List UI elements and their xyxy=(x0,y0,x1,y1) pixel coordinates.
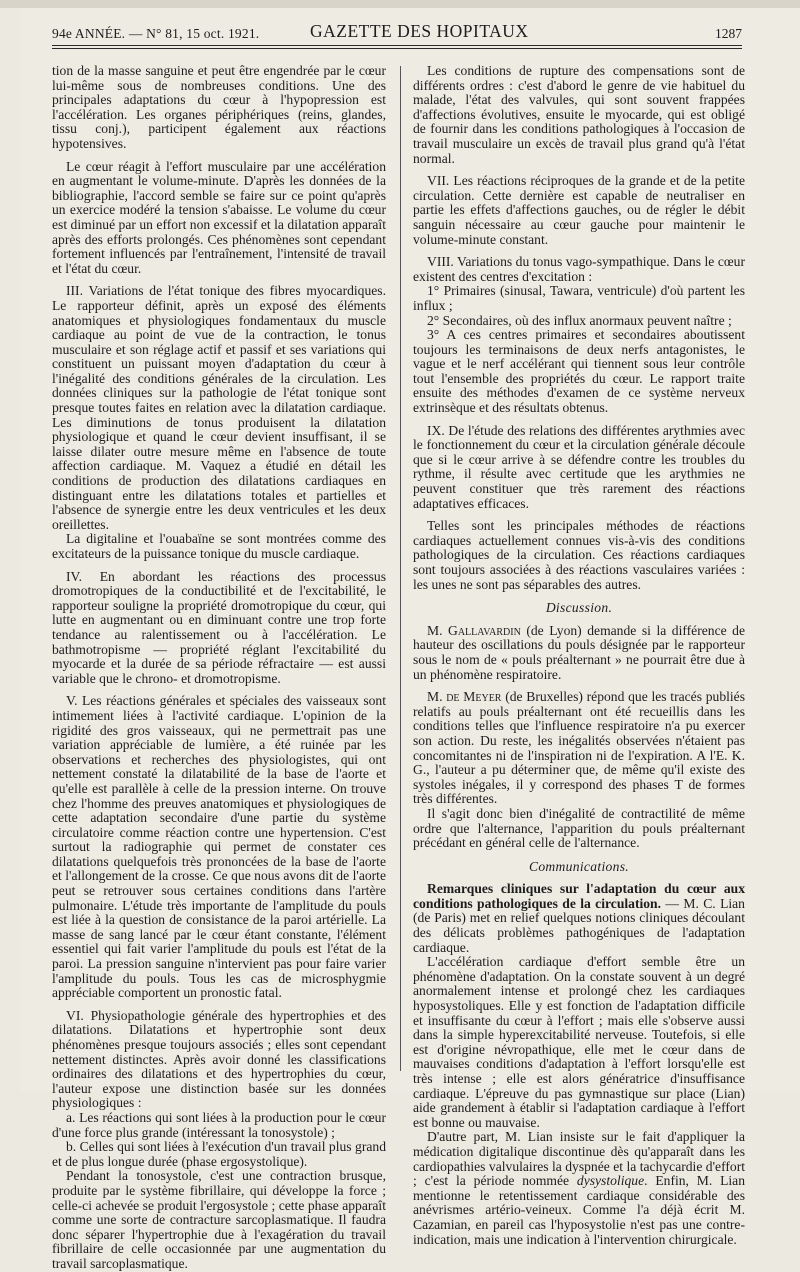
paragraph: III. Variations de l'état tonique des fibres myocardiques. Le rapporteur définit, après un exposé des éléments anatomiques et physiologiques fondamentaux du muscle cardiaque au point de vue de la contraction, le tonus musculaire et son réglage actif et passif et ses variations qui constituent un puissant moyen d'adaptation du cœur à l'inégalité des conditions générales de la circulation. Les données cliniques sur la pathologie de l'état tonique sont presque toutes faites en relation avec la dilatation cardiaque. Les diminutions de tonus produisent la dilatation physiologique et quand le cœur devient insuffisant, il se laisse dilater outre mesure même en l'absence de toute affection cardiaque. M. Vaquez a étudié en détail les conditions de production des dilatations cardiaques en distinguant entre les dilatations totales et partielles et l'absence de synergie entre les deux ventricules et les deux oreillettes. xyxy=(52,283,386,532)
paragraph: La digitaline et l'ouabaïne se sont montrées comme des excitateurs de la puissance tonique du muscle cardiaque. xyxy=(52,531,386,561)
header-rule-thin xyxy=(52,48,742,49)
right-column xyxy=(413,64,745,1247)
paragraph: V. Les réactions générales et spéciales des vaisseaux sont intimement liées à l'activité cardiaque. L'opinion de la rigidité des gros vaisseaux, qui ne permettrait pas une variation appréciable de lumière, a été ruinée par les observations et recherches des physiologistes, qui ont nettement constaté la dilatabilité de la base de l'aorte et qu'elle est parallèle à celle de la pression interne. On trouve chez l'homme des preuves anatomiques et physiologiques de cette adaptation secondaire d'une partie du système circulatoire comme réaction contre une hypertension. C'est surtout la radiographie qui permet de constater ces dilatations quelquefois très prononcées de la base de l'aorte et l'allongement de la crosse. Ce que nous avons dit de l'aorte peut se retrouver sous certaines conditions dans l'artère pulmonaire. L'étude très importante de l'amplitude du pouls est liée à la question de consistance de la paroi artérielle. La masse de sang lancé par le cœur étant constante, l'élément essentiel qui fait varier l'amplitude du pouls est l'état de la paroi. La pression sanguine n'intervient pas pour faire varier l'amplitude du pouls. Tous les cas de microsphygmie appréciable comportent un pronostic fatal. xyxy=(52,693,386,1001)
paragraph xyxy=(413,1130,745,1247)
paragraph: Le cœur réagit à l'effort musculaire par une accélération en augmentant le volume-minute. D'après les données de la bibliographie, l'accord semble se faire sur ce point qu'après un exercice modéré la tension s'abaisse. Le volume du cœur est diminué par un effort non excessif et la dilatation apparaît après des efforts prolongés. Ces phénomènes sont cependant fortement influencés par l'entraînement, l'intensité de travail et l'état du cœur. xyxy=(52,158,386,276)
emphasis-term: dysystolique xyxy=(576,1173,645,1189)
paragraph: a. Les réactions qui sont liées à la production pour le cœur d'une force plus grande (intéressant la tonosystole) ; xyxy=(52,1109,386,1140)
paragraph: b. Celles qui sont liées à l'exécution d'un travail plus grand et de plus longue durée (phase ergosystolique). xyxy=(52,1139,386,1169)
author-name: — M. C. Lian xyxy=(661,895,745,911)
paragraph: Telles sont les principales méthodes de réactions cardiaques actuellement connues vis-à-vis des conditions pathologiques de la circulation. Ces réactions cardiaques sont toujours associées à des réactions vasculaires variées : les unes ne sont pas séparables des autres. xyxy=(413,518,745,592)
paragraph: VII. Les réactions réciproques de la grande et de la petite circulation. Cette dernière est capable de neutraliser en partie les effets d'affections gauches, ou de régler le débit sanguin nécessaire au cœur gauche pour maintenir le volume-minute constant. xyxy=(413,173,745,247)
top-edge xyxy=(0,0,800,8)
journal-title: GAZETTE DES HOPITAUX xyxy=(310,21,529,41)
paragraph: Les conditions de rupture des compensations sont de différents ordres : c'est d'abord le genre de vie habituel du malade, l'état des valvules, qui sont souvent frappées d'affections évolutives, ensuite le myocarde, qui est obligé de fournir dans les conditions pathologiques à l'occasion de travail musculaire un excès de travail plus grand qu'à l'état normal. xyxy=(413,63,745,166)
paragraph-text: (de Paris) met en relief quelques notions cliniques découlant des délicats problèmes pathogéniques de l'adaptation cardiaque. xyxy=(413,910,745,955)
paragraph xyxy=(413,624,745,682)
paragraph: Il s'agit donc bien d'inégalité de contractilité de même ordre que l'alternance, l'apparition du pouls préalternant précédant en général celle de l'alternance. xyxy=(413,805,745,851)
paragraph: tion de la masse sanguine et peut être engendrée par le cœur lui-même sous de nombreuses conditions. Une des principales adaptations du cœur à l'hypopression est l'accélération. Les organes périphériques (reins, glandes, tissu conj.), participent également aux réactions hypotensives. xyxy=(52,63,386,151)
paragraph: VIII. Variations du tonus vago-sympathique. Dans le cœur existent des centres d'excitation : xyxy=(413,254,745,284)
communication-title: Remarques cliniques sur l'adaptation du cœur aux conditions pathologiques de la circulation. xyxy=(413,881,745,911)
paragraph: L'accélération cardiaque d'effort semble être un phénomène d'adaptation. On la constate souvent à un degré anormalement intense et prolongé chez les cardiaques hyposystoliques. Elle y est fonction de l'adaptation difficile et insuffisante du cœur à l'effort ; mais elle s'observe aussi dans la simple hyperexcitabilité nerveuse. Toutefois, si elle est d'origine névropathique, elle met le cœur dans de mauvaises conditions d'adaptation à l'effort lorsqu'elle est très intense ; elle est alors génératrice d'insuffisance cardiaque. L'épreuve du pas gymnastique sur place (Lian) aide grandement à établir si l'adaptation cardiaque à l'effort est bonne ou mauvaise. xyxy=(413,954,745,1130)
list-item: 1° Primaires (sinusal, Tawara, ventricule) d'où partent les influx ; xyxy=(413,283,745,313)
column-divider xyxy=(400,66,401,1071)
page-number: 1287 xyxy=(715,26,742,41)
section-heading-discussion: Discussion. xyxy=(545,600,613,616)
paragraph: VI. Physiopathologie générale des hypertrophies et des dilatations. Dilatations et hypertrophie sont deux phénomènes presque toujours associés ; elles sont cependant nettement distinctes. Après avoir donné les classifications ordinaires des dilatations et des hypertrophies du cœur, l'auteur expose une distinction basée sur les données physiologiques : xyxy=(52,1007,386,1111)
speaker-name: M. de Meyer xyxy=(427,689,502,705)
list-item: 3° A ces centres primaires et secondaires aboutissent toujours les terminaisons de deux nerfs antagonistes, le vague et le nerf accélérant qui tiennent sous leur contrôle tout l'ensemble des propriétés du cœur. Le rapport traite ensuite des méthodes d'examen de ce système nerveux extrinsèque et des résultats obtenus. xyxy=(413,327,745,416)
paragraph-text: (de Bruxelles) répond que les tracés publiés relatifs au pouls préalternant ont été recueillis dans les conditions telles que l'influence respiratoire n'a pu exercer son action. Du reste, les inégalités observées n'étaient pas concomitantes ni de l'inspiration ni de l'expiration. A l'E. K. G., l'auteur a pu déterminer que, de même qu'il existe des systoles inégales, il y correspond des phases T de formes très différentes. xyxy=(413,689,745,807)
section-heading-communications: Communications. xyxy=(528,858,630,874)
header-rule xyxy=(52,45,742,46)
paragraph: Pendant la tonosystole, c'est une contraction brusque, produite par le système fibrillaire, qui développe la force ; celle-ci achevée se produit l'ergosystole ; cette phase apparaît comme une sorte de contracture sarcoplasmatique. Il faudra donc séparer l'hypertrophie due à l'exagération du travail fibrillaire de celle occasionnée par une augmentation du travail sarcoplasmatique. xyxy=(52,1168,386,1271)
speaker-name: M. Gallavardin xyxy=(427,622,521,638)
paragraph-text: D'autre part, M. Lian insiste sur le fait d'appliquer la médication digitalique discontinue dès qu'apparaît dans les cardiopathies valvulaires la dyspnée et la tachycardie d'effort ; c'est la période nommée xyxy=(413,1129,745,1189)
paragraph-text: . Enfin, M. Lian mentionne le retentissement cardiaque considérable des anévrismes artério-veineux. Comme l'a déjà écrit M. Cazamian, en pareil cas l'hyposystolie n'est pas une contre-indication, mais une indication à l'intervention chirurgicale. xyxy=(413,1173,745,1247)
paragraph xyxy=(413,690,745,807)
running-header xyxy=(52,20,742,44)
issue-info: 94e ANNÉE. — N° 81, 15 oct. 1921. xyxy=(52,26,260,41)
paragraph: IX. De l'étude des relations des différentes arythmies avec le fonctionnement du cœur et la circulation générale découle que si le cœur arrive à se défendre contre les troubles du rythme, il résulte avec certitude que les arythmies ne peuvent constituer que très rarement des réactions adaptatives efficaces. xyxy=(413,422,745,511)
list-item: 2° Secondaires, où des influx anormaux peuvent naître ; xyxy=(427,312,732,328)
paragraph-text: (de Lyon) demande si la différence de hauteur des oscillations du pouls désignée par le rapporteur sous le nom de « pouls préalternant » ne pourrait être due à un phénomène respiratoire. xyxy=(413,622,745,682)
left-column xyxy=(52,64,386,1272)
paragraph: IV. En abordant les réactions des processus dromotropiques de la conductibilité et de l'excitabilité, le rapporteur souligne la propriété dromotropique du cœur, qui lutte en augmentant ou en diminuant contre une trop forte tendance au ralentissement ou à l'accélération. Le bathmotropisme — propriété réglant l'excitabilité du myocarde et la durée de sa période réfractaire — est aussi variable que le chrono- et dromotropisme. xyxy=(52,568,386,686)
paragraph xyxy=(413,882,745,955)
